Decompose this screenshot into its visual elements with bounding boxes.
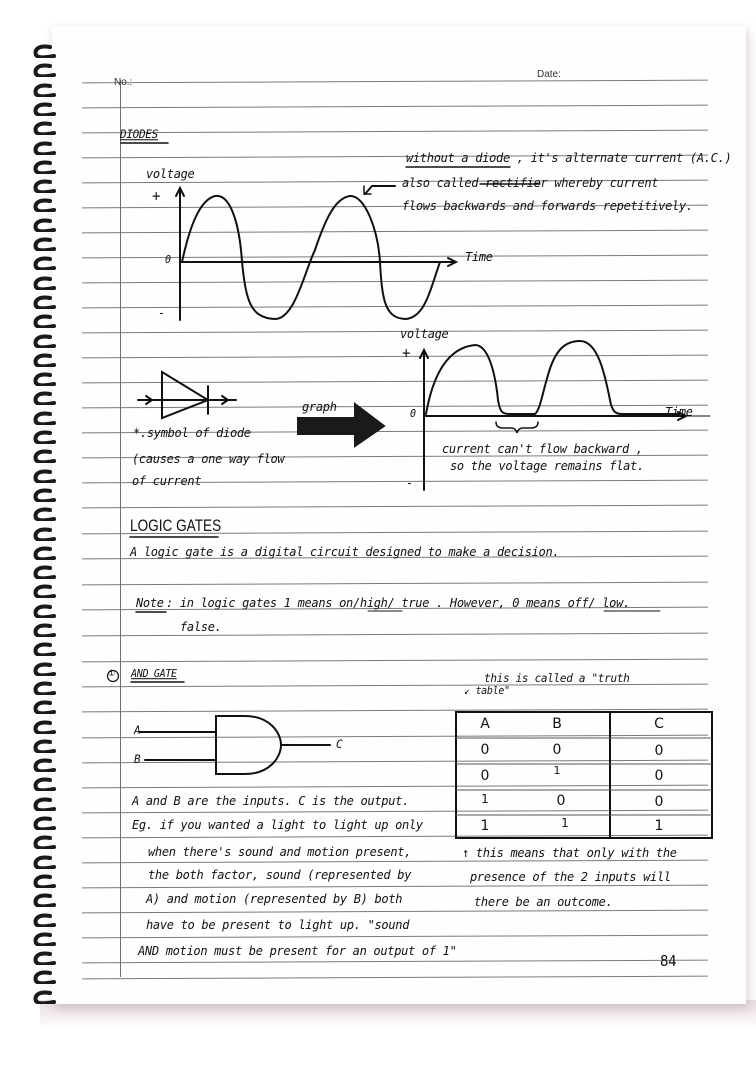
truth-table-cell: 1 (654, 818, 664, 834)
diode-symbol-caption-3: of current (132, 473, 202, 489)
logic-gates-definition: A logic gate is a digital circuit designed to make a decision. (130, 544, 560, 560)
truth-table-cell: 0 (654, 794, 664, 810)
truth-table-note-2: ↙ table" (464, 685, 510, 698)
explanation-line-3: when there's sound and motion present, (148, 844, 412, 860)
diode-note-line-1: without a diode , it's alternate current (A.C.) (406, 150, 732, 166)
dc-y-axis-label: voltage (400, 326, 449, 342)
peak-pointer-arrow (365, 186, 395, 194)
explanation-line-2: Eg. if you wanted a light to light up only (132, 817, 423, 833)
diode-note-line-2: also called rectifier whereby current (402, 175, 659, 191)
truth-table-header-a: A (480, 716, 490, 732)
diodes-title: DIODES (120, 127, 158, 142)
truth-table-note-1: this is called a "truth (484, 671, 630, 686)
explanation-line-4: the both factor, sound (represented by (148, 867, 412, 883)
dc-minus-label: - (406, 475, 413, 491)
ac-y-axis-label: voltage (146, 166, 195, 182)
truth-table-header-c: C (654, 716, 664, 732)
ac-zero-label: 0 (165, 254, 171, 267)
note-label: Note (136, 595, 164, 611)
truth-table-cell: 0 (654, 768, 664, 784)
diode-symbol-caption-1: *.symbol of diode (133, 425, 251, 441)
truth-table-cell: 1 (553, 764, 561, 777)
dc-zero-label: 0 (410, 408, 416, 421)
explanation-line-5: A) and motion (represented by B) both (146, 891, 403, 907)
table-explanation-line-1: ↑ this means that only with the (462, 845, 677, 861)
section-number: ① (108, 668, 115, 679)
truth-table-cell: 0 (556, 793, 566, 809)
diode-note-line-3: flows backwards and forwards repetitively. (402, 198, 693, 214)
note-text-2: false. (180, 619, 222, 635)
graph-arrow-label: graph (302, 399, 337, 415)
logic-gates-title: LOGIC GATES (130, 516, 222, 535)
page-number: 84 (660, 953, 677, 971)
ac-sine-wave (182, 196, 440, 319)
truth-table-cell: 1 (561, 816, 569, 830)
truth-table-cell: 0 (480, 742, 490, 758)
truth-table-cell: 1 (480, 818, 490, 834)
truth-table-cell: 0 (552, 742, 562, 758)
diode-symbol-caption-2: (causes a one way flow (132, 451, 285, 467)
and-output-c-label: C (336, 737, 343, 752)
number-label: No.: (114, 77, 133, 88)
table-explanation-line-3: there be an outcome. (474, 894, 613, 910)
date-label: Date: (537, 69, 561, 80)
explanation-line-7: AND motion must be present for an output of 1" (138, 943, 457, 959)
explanation-line-6: have to be present to light up. "sound (146, 917, 410, 933)
dc-x-axis-label: Time (665, 404, 693, 420)
dc-plus-label: + (402, 345, 411, 363)
and-input-a-label: A (134, 723, 141, 738)
truth-table-header-b: B (552, 716, 562, 732)
and-gate-symbol-icon (140, 716, 330, 774)
ac-x-axis-label: Time (465, 249, 493, 265)
and-input-b-label: B (134, 752, 141, 767)
table-explanation-line-2: presence of the 2 inputs will (470, 869, 671, 885)
truth-table-cell: 0 (654, 743, 664, 759)
and-gate-title: AND GATE (131, 668, 177, 681)
diode-symbol-icon (138, 372, 236, 418)
flat-region-brace (496, 422, 538, 433)
note-text-1: : in logic gates 1 means on/high/ true . However, 0 means off/ low. (166, 595, 630, 611)
ac-plus-label: + (152, 188, 161, 206)
explanation-line-1: A and B are the inputs. C is the output. (132, 793, 409, 809)
flat-caption-1: current can't flow backward , (442, 441, 643, 457)
flat-caption-2: so the voltage remains flat. (450, 458, 644, 474)
rectified-wave (426, 341, 680, 414)
ac-minus-label: - (158, 305, 165, 321)
truth-table-cell: 0 (480, 768, 490, 784)
truth-table-cell: 1 (481, 792, 489, 806)
